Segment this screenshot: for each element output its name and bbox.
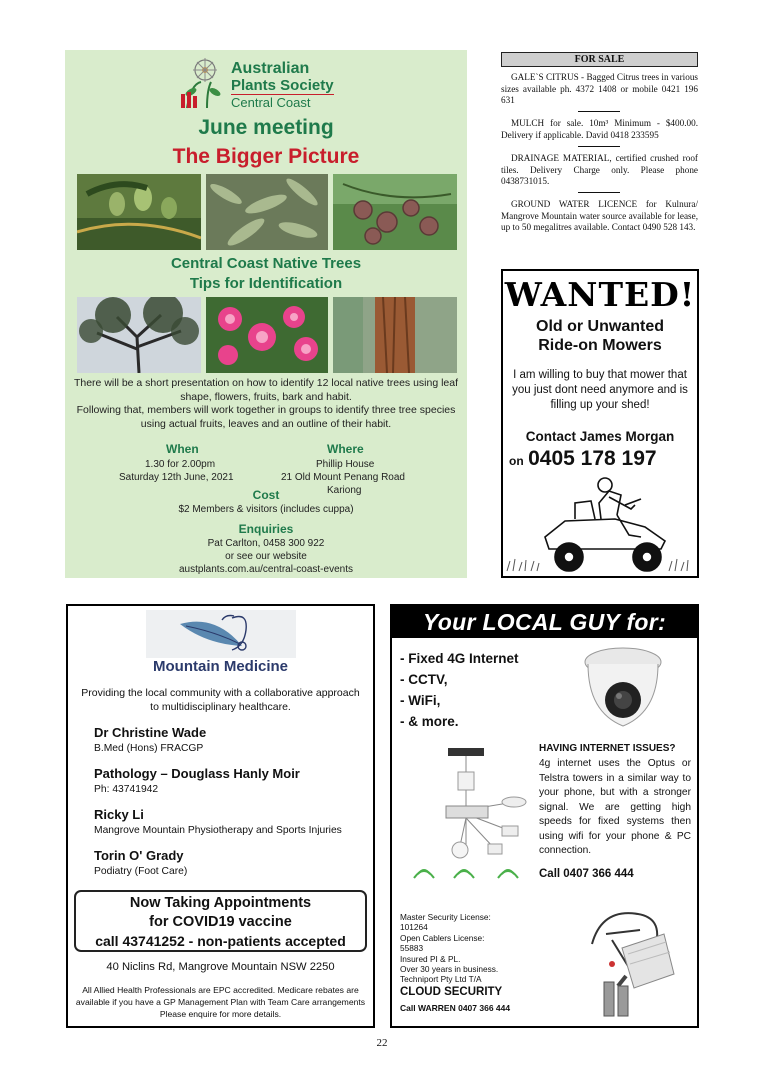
appointment-line2: for COVID19 vaccine [149,914,292,930]
wanted-on: on [509,454,524,468]
license-line: 55883 [400,943,424,954]
pink-flowers-photo [206,297,328,373]
aps-section-title-2: Tips for Identification [189,275,343,292]
wanted-subtitle [503,317,697,355]
aps-org-line3: Central Coast [231,95,311,110]
mountain-medicine-footer: All Allied Health Professionals are EPC accredited. Medicare rebates are available if you have a GP Management Plan with Team Care arrangements Please enquire for more details. [75,985,366,1019]
appointment-line1: Now Taking Appointments [129,895,312,911]
enquiries-url[interactable]: austplants.com.au/central-coast-events [179,564,353,575]
license-line: Master Security License: [400,912,491,922]
practitioner-detail: Mangrove Mountain Physiotherapy and Sports Injuries [94,825,342,836]
gumnut-photo [77,174,201,250]
when-label: When [166,442,199,456]
covid-vaccine-box [74,890,367,952]
network-diagram-icon [404,742,532,892]
where-venue: Phillip House [316,459,375,470]
enquiries-label: Enquiries [238,522,294,536]
tree-silhouette-photo [77,297,201,373]
wanted-subtitle-1: Old or Unwanted [536,318,664,335]
for-sale-item-citrus: GALE`S CITRUS - Bagged Citrus trees in various sizes available ph. 4372 1408 or mobile 0421 196 631 [501,72,698,106]
where-address: 21 Old Mount Penang Road [281,472,405,483]
aps-flower-icon [177,56,229,112]
leaf-stethoscope-icon [146,610,296,658]
enquiries-web-prompt: or see our website [225,551,307,562]
mountain-medicine-logo [146,610,296,658]
mountain-medicine-description: Providing the local community with a collaborative approach to multidisciplinary healthcare. [81,687,360,713]
aps-description [71,377,461,431]
cost-value: $2 Members & visitors (includes cuppa) [178,504,354,515]
for-sale-item-water-licence: GROUND WATER LICENCE for Kulnura/ Mangrove Mountain water source available for lease, up to 50 megalitres available. Contact 0490 528 143. [501,199,698,233]
cctv-camera-icon [582,642,664,732]
license-line: Techniport Pty Ltd T/A [400,974,482,985]
appointment-line3: call 43741252 - non-patients accepted [95,933,346,949]
aps-description-1: There will be a short presentation on how to identify 12 local native trees using leaf shape, flowers, fruits, bark and habit. [73,377,459,403]
service-item: - & more. [400,714,459,729]
leaves-photo [206,174,328,250]
mountain-medicine-address: 40 Niclins Rd, Mangrove Mountain NSW 2250 [106,961,335,973]
aps-logo [177,56,387,112]
license-line: Open Cablers License: [400,932,485,943]
for-sale-heading: FOR SALE [501,52,698,67]
license-line: Insured PI & PL. [400,953,461,964]
internet-issues-text: 4g internet uses the Optus or Telstra towers in a similar way to your phone, but with a stronger signal. We are getting high speeds for fixed systems then using wifi for your phone & PC connection. [539,758,691,856]
when-time: 1.30 for 2.00pm [145,459,216,470]
when-date: Saturday 12th June, 2021 [119,472,234,483]
practitioner-name: Pathology – Douglass Hanly Moir [94,766,300,781]
mountain-medicine-name: Mountain Medicine [153,658,288,675]
for-sale-divider [578,111,620,112]
practitioner-detail: Ph: 43741942 [94,784,159,795]
wanted-body: I am willing to buy that mower that you just dont need anymore and is filling up your shed! [512,369,688,411]
call-warren[interactable]: Call WARREN 0407 366 444 [400,1003,511,1013]
ride-on-mower-illustration [505,475,695,575]
license-line: 101264 [400,922,428,933]
wanted-mowers-ad [501,269,699,578]
for-sale-item-drainage: DRAINAGE MATERIAL, certified crushed roof tiles. Delivery Charge only. Please phone 0438731015. [501,153,698,187]
wanted-phone[interactable]: 0405 178 197 [528,447,657,470]
local-guy-heading: Your LOCAL GUY for: [392,606,697,638]
aps-description-2: Following that, members will work together in groups to identify three tree species using actual fruits, leaves and an outline of their habit. [76,404,456,430]
for-sale-divider [578,146,620,147]
service-item: - Fixed 4G Internet [400,651,519,666]
aps-heading: June meeting [198,116,334,139]
seed-pods-photo [333,174,457,250]
antenna-bracket-icon [582,904,682,1020]
license-details [400,912,498,985]
wanted-phone-line [509,447,699,471]
where-suburb: Kariong [327,485,362,496]
wanted-subtitle-2: Ride-on Mowers [538,337,662,354]
practitioner-name: Ricky Li [94,807,144,822]
cost-label: Cost [252,488,280,502]
license-line: Over 30 years in business. [400,964,499,975]
aps-section-title [65,254,467,294]
for-sale-divider [578,192,620,193]
where-label: Where [327,442,364,456]
enquiries-contact: Pat Carlton, 0458 300 922 [207,538,325,549]
aps-org-line1: Australian [231,60,310,77]
aps-section-title-1: Central Coast Native Trees [170,255,362,272]
service-item: - WiFi, [400,693,441,708]
aps-subheading: The Bigger Picture [172,145,360,168]
wanted-contact: Contact James Morgan [525,429,675,444]
aps-june-meeting-flyer [65,50,467,578]
practitioner-name: Torin O' Grady [94,848,184,863]
bark-photo [333,297,457,373]
services-list [400,648,519,732]
service-item: - CCTV, [400,672,448,687]
for-sale-item-mulch: MULCH for sale. 10m³ Minimum - $400.00. Delivery if applicable. David 0418 233595 [501,118,698,140]
practitioner-detail: Podiatry (Foot Care) [94,866,188,877]
wanted-title: WANTED! [504,275,696,314]
practitioner-name: Dr Christine Wade [94,725,207,740]
internet-issues-heading: HAVING INTERNET ISSUES? [539,743,676,754]
local-guy-call[interactable]: Call 0407 366 444 [539,868,634,880]
company-name: CLOUD SECURITY [400,986,503,998]
local-guy-ad [390,604,699,1028]
page-number: 22 [376,1037,388,1049]
aps-org-line2: Plants Society [231,77,334,94]
mountain-medicine-ad [66,604,375,1028]
practitioner-detail: B.Med (Hons) FRACGP [94,743,204,754]
